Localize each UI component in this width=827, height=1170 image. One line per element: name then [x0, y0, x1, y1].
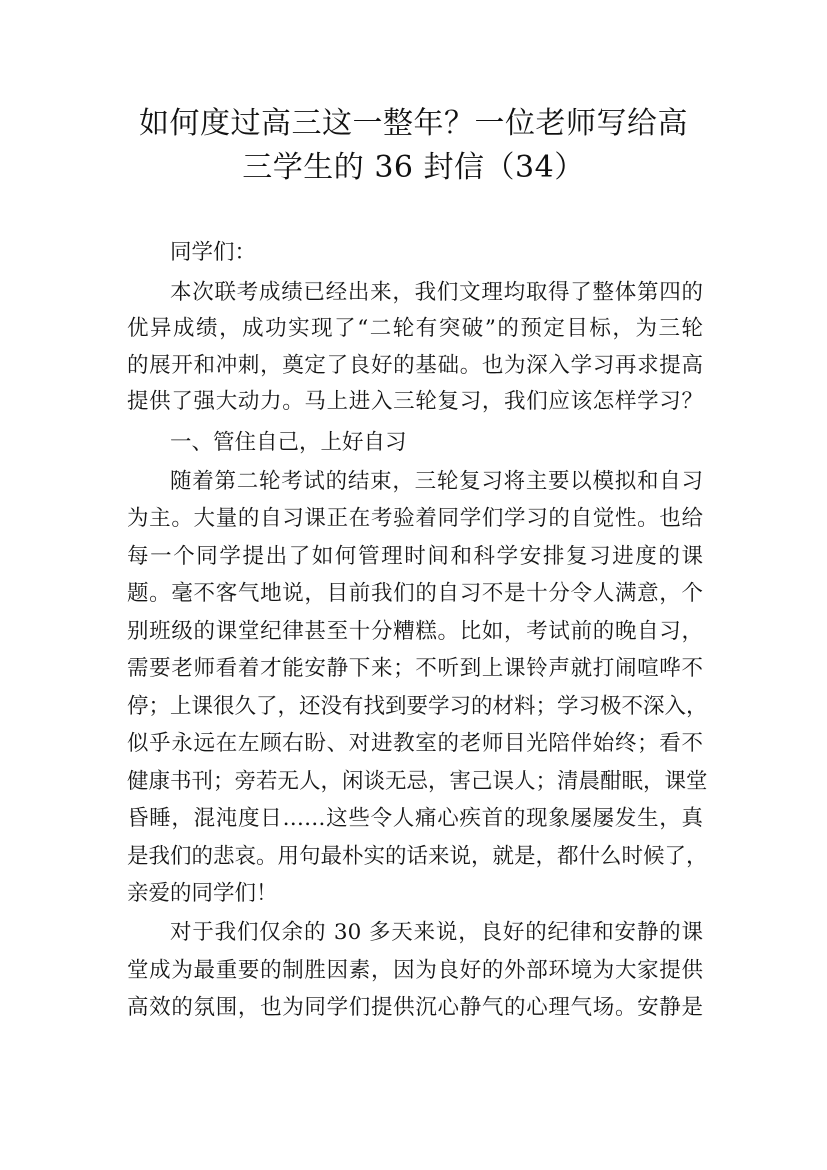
paragraph-line: 昏睡，混沌度日……这些令人痛心疾首的现象屡屡发生，真: [127, 806, 703, 831]
paragraph-line: 随着第二轮考试的结束，三轮复习将主要以模拟和自习: [170, 469, 703, 494]
paragraph-line: 似乎永远在左顾右盼、对进教室的老师目光陪伴始终；看不: [127, 731, 703, 756]
paragraph-line: 的展开和冲刺，奠定了良好的基础。也为深入学习再求提高: [127, 353, 703, 378]
paragraph-line: 为主。大量的自习课正在考验着同学们学习的自觉性。也给: [127, 506, 703, 531]
paragraph-line: 别班级的课堂纪律甚至十分糟糕。比如，考试前的晚自习，: [127, 619, 703, 644]
paragraph-line: 是我们的悲哀。用句最朴实的话来说，就是，都什么时候了，: [127, 844, 708, 869]
paragraph-line: 题。毫不客气地说，目前我们的自习不是十分令人满意，个: [127, 581, 703, 606]
paragraph-line: 需要老师看着才能安静下来；不听到上课铃声就打闹喧哗不: [127, 656, 703, 681]
paragraph-line: 亲爱的同学们！: [127, 881, 278, 906]
paragraph-line: 健康书刊；旁若无人，闲谈无忌，害己误人；清晨酣眠，课堂: [127, 769, 708, 794]
paragraph-line: 对于我们仅余的 30 多天来说，良好的纪律和安静的课: [170, 920, 703, 945]
document-title-line-2: 三学生的 36 封信（34）: [242, 150, 585, 185]
paragraph-line: 优异成绩，成功实现了“二轮有突破”的预定目标，为三轮: [127, 316, 703, 341]
paragraph-line: 提供了强大动力。马上进入三轮复习，我们应该怎样学习？: [127, 389, 703, 414]
document-title-line-1: 如何度过高三这一整年？一位老师写给高: [139, 106, 688, 141]
paragraph-line: 本次联考成绩已经出来，我们文理均取得了整体第四的: [170, 280, 703, 305]
paragraph-line: 每一个同学提出了如何管理时间和科学安排复习进度的课: [127, 544, 703, 569]
paragraph-line: 堂成为最重要的制胜因素，因为良好的外部环境为大家提供: [127, 958, 703, 983]
section-heading: 一、管住自己，上好自习: [170, 430, 407, 455]
paragraph-line: 高效的氛围，也为同学们提供沉心静气的心理气场。安静是: [127, 995, 703, 1020]
paragraph-line: 停；上课很久了，还没有找到要学习的材料；学习极不深入，: [127, 694, 708, 719]
salutation: 同学们：: [170, 240, 257, 265]
